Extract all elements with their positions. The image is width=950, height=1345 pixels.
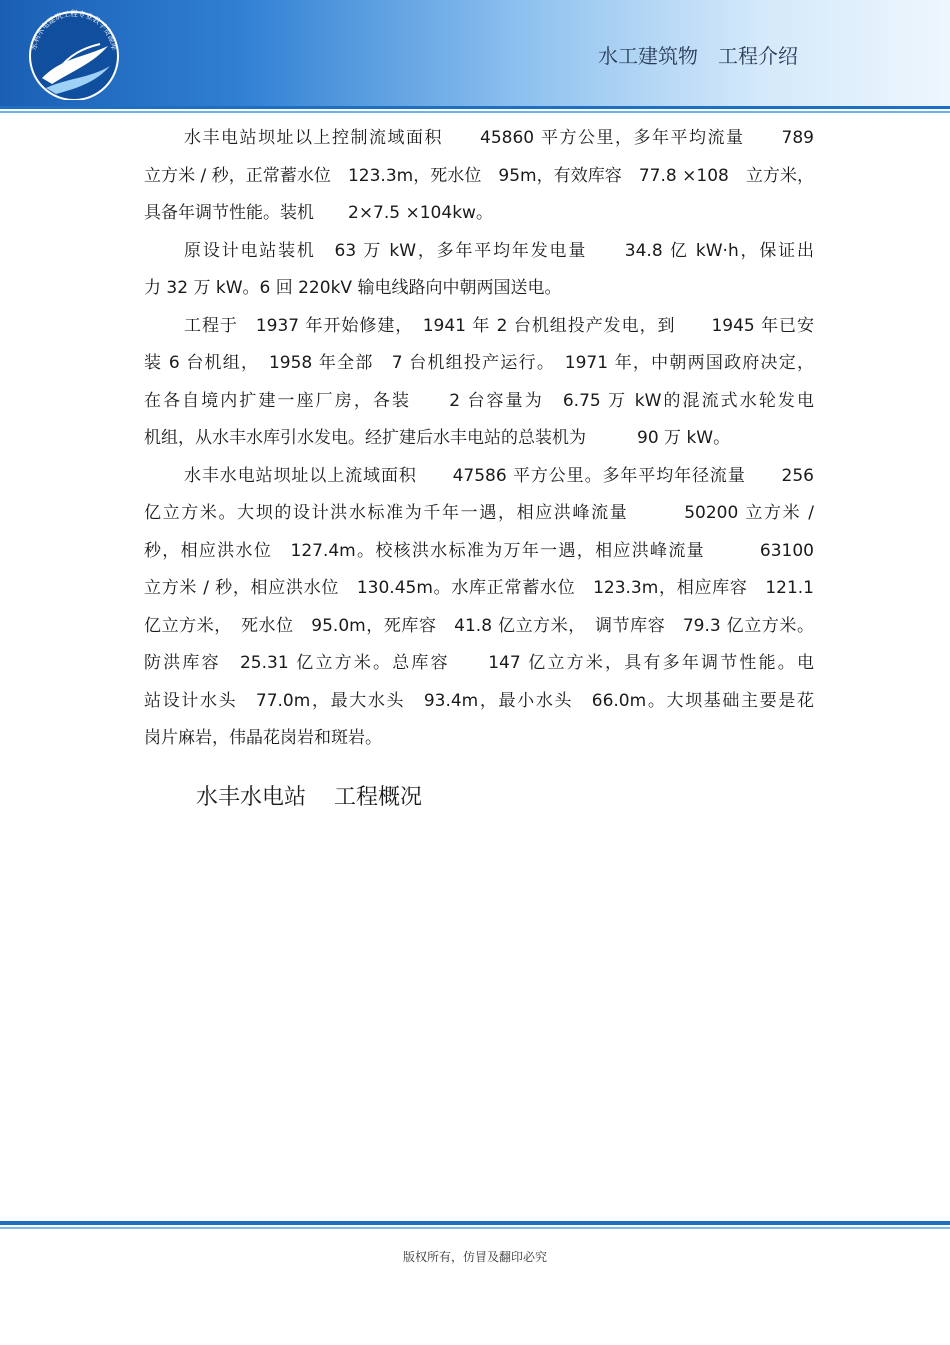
page-header — [0, 0, 950, 106]
logo-text: 水利水电建筑工程专业教学资源库 — [29, 8, 119, 51]
body-line: 力 32 万 kW。6 回 220kV 输电线路向中朝两国送电。 — [144, 278, 562, 298]
header-divider-thin — [0, 111, 950, 113]
body-line: 岗片麻岩，伟晶花岗岩和斑岩。 — [144, 728, 382, 748]
body-line: 防洪库容 25.31 亿立方米。总库容 147 亿立方米，具有多年调节性能。电 — [144, 653, 814, 673]
body-line: 在各自境内扩建一座厂房，各装 2 台容量为 6.75 万 kW的混流式水轮发电 — [144, 390, 814, 411]
header-title — [598, 40, 798, 69]
section-title — [196, 780, 422, 811]
body-line: 站设计水头 77.0m，最大水头 93.4m，最小水头 66.0m。大坝基础主要是花 — [144, 690, 814, 711]
logo — [22, 8, 126, 100]
footer-copyright: 版权所有，仿冒及翻印必究 — [402, 1250, 547, 1264]
body-line: 立方米 / 秒，正常蓄水位 123.3m，死水位 95m，有效库容 77.8 ×108 立方米， — [144, 165, 814, 186]
section-title-part1: 水丰水电站 — [196, 785, 307, 810]
header-divider — [0, 106, 950, 109]
body-line: 原设计电站装机 63 万 kW，多年平均年发电量 34.8 亿 kW·h，保证出 — [184, 240, 814, 261]
body-line: 装 6 台机组， 1958 年全部 7 台机组投产运行。 1971 年，中朝两国政府决定， — [144, 353, 814, 373]
body-text — [144, 120, 814, 758]
body-line: 水丰电站坝址以上控制流域面积 45860 平方公里，多年平均流量 789 — [184, 128, 814, 148]
body-line: 亿立方米。大坝的设计洪水标准为千年一遇，相应洪峰流量 50200 立方米 / — [144, 503, 814, 523]
footer-divider — [0, 1221, 950, 1225]
body-line: 立方米 / 秒，相应洪水位 130.45m。水库正常蓄水位 123.3m，相应库容 121.1 — [144, 578, 814, 598]
body-line: 亿立方米， 死水位 95.0m，死库容 41.8 亿立方米， 调节库容 79.3 亿立方米。 — [144, 615, 814, 636]
header-title-part1: 水工建筑物 — [598, 44, 698, 68]
footer-divider-thin — [0, 1227, 950, 1229]
section-title-part2: 工程概况 — [334, 785, 423, 810]
body-line: 具备年调节性能。装机 2×7.5 ×104kw。 — [144, 203, 493, 223]
body-line: 秒，相应洪水位 127.4m。校核洪水标准为万年一遇，相应洪峰流量 63100 — [144, 540, 814, 561]
body-line: 工程于 1937 年开始修建， 1941 年 2 台机组投产发电，到 1945 年已安 — [184, 315, 814, 336]
body-line: 机组，从水丰水库引水发电。经扩建后水丰电站的总装机为 90 万 kW。 — [144, 428, 731, 448]
body-line: 水丰水电站坝址以上流域面积 47586 平方公里。多年平均年径流量 256 — [184, 465, 814, 486]
header-title-part2: 工程介绍 — [718, 44, 798, 68]
